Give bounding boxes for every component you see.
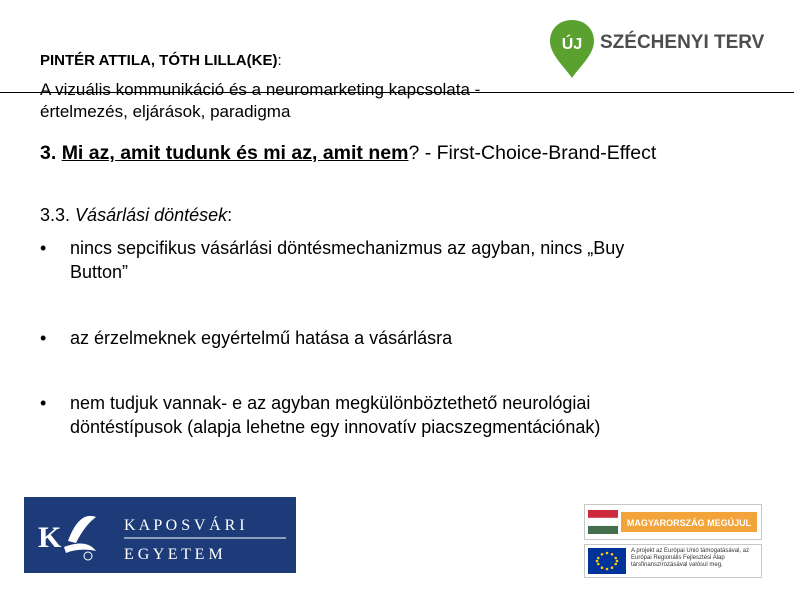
title-line-1: A vizuális kommunikáció és a neuromarketing kapcsolata - [40,80,481,99]
subsection-title: Vásárlási döntések [75,205,228,225]
magyarorszag-label: MAGYARORSZÁG MEGÚJUL [626,518,752,528]
bullet-item [40,326,770,350]
eu-funding-text: A projekt az Európai Unió támogatásával, az Európai Regionális Fejlesztési Alap társfinanszírozásával valósul meg. [631,548,750,568]
author-affiliation: (KE) [246,52,278,69]
eu-funding-badge [584,544,762,578]
bullet-icon: • [40,328,47,348]
szechenyi-text: SZÉCHENYI TERV [600,32,765,53]
kaposvari-wordmark-2: E G Y E T E M [124,546,223,563]
registered-icon [84,552,92,560]
kaposvari-wordmark-1: K A P O S V Á R I [124,517,245,534]
bullet-text-line1: nem tudjuk vannak- e az agyban megkülönböztethető neurológiai [70,393,591,413]
bullet-text-line2: döntéstípusok (alapja lehetne egy innovatív piacszegmentációnak) [70,417,601,437]
eu-flag-icon [588,548,626,574]
author-line [40,52,282,69]
magyarorszag-megujul-badge [584,504,762,540]
bullet-icon: • [40,238,47,258]
author-names: PINTÉR ATTILA, TÓTH LILLA [40,52,247,69]
bullet-text-line1: az érzelmeknek egyértelmű hatása a vásárlásra [70,328,453,348]
kaposvari-k-mark: K [38,521,62,554]
leaf-icon [68,516,96,543]
bullet-item [40,236,770,284]
author-colon: : [277,52,282,69]
szechenyi-terv-logo [548,18,768,84]
szechenyi-pin-label: ÚJ [561,36,583,53]
bullet-text-line1: nincs sepcifikus vásárlási döntésmechanizmus az agyban, nincs „Buy [70,238,625,258]
subsection-colon: : [227,205,233,225]
section-heading-rest: ? - First-Choice-Brand-Effect [408,142,657,164]
bullet-item [40,391,770,439]
section-number: 3. [40,142,57,164]
bullet-text-line2: Button” [70,262,129,282]
presentation-title [40,79,580,123]
bullet-icon: • [40,393,47,413]
subsection-number: 3.3. [40,205,71,225]
szechenyi-pin-icon [548,18,768,84]
title-line-2: értelmezés, eljárások, paradigma [40,102,291,121]
subsection-heading [40,205,232,226]
leaf-icon [64,544,96,553]
kaposvari-egyetem-logo [24,497,296,573]
section-heading [40,142,656,165]
section-heading-underlined: Mi az, amit tudunk és mi az, amit nem [61,142,409,164]
